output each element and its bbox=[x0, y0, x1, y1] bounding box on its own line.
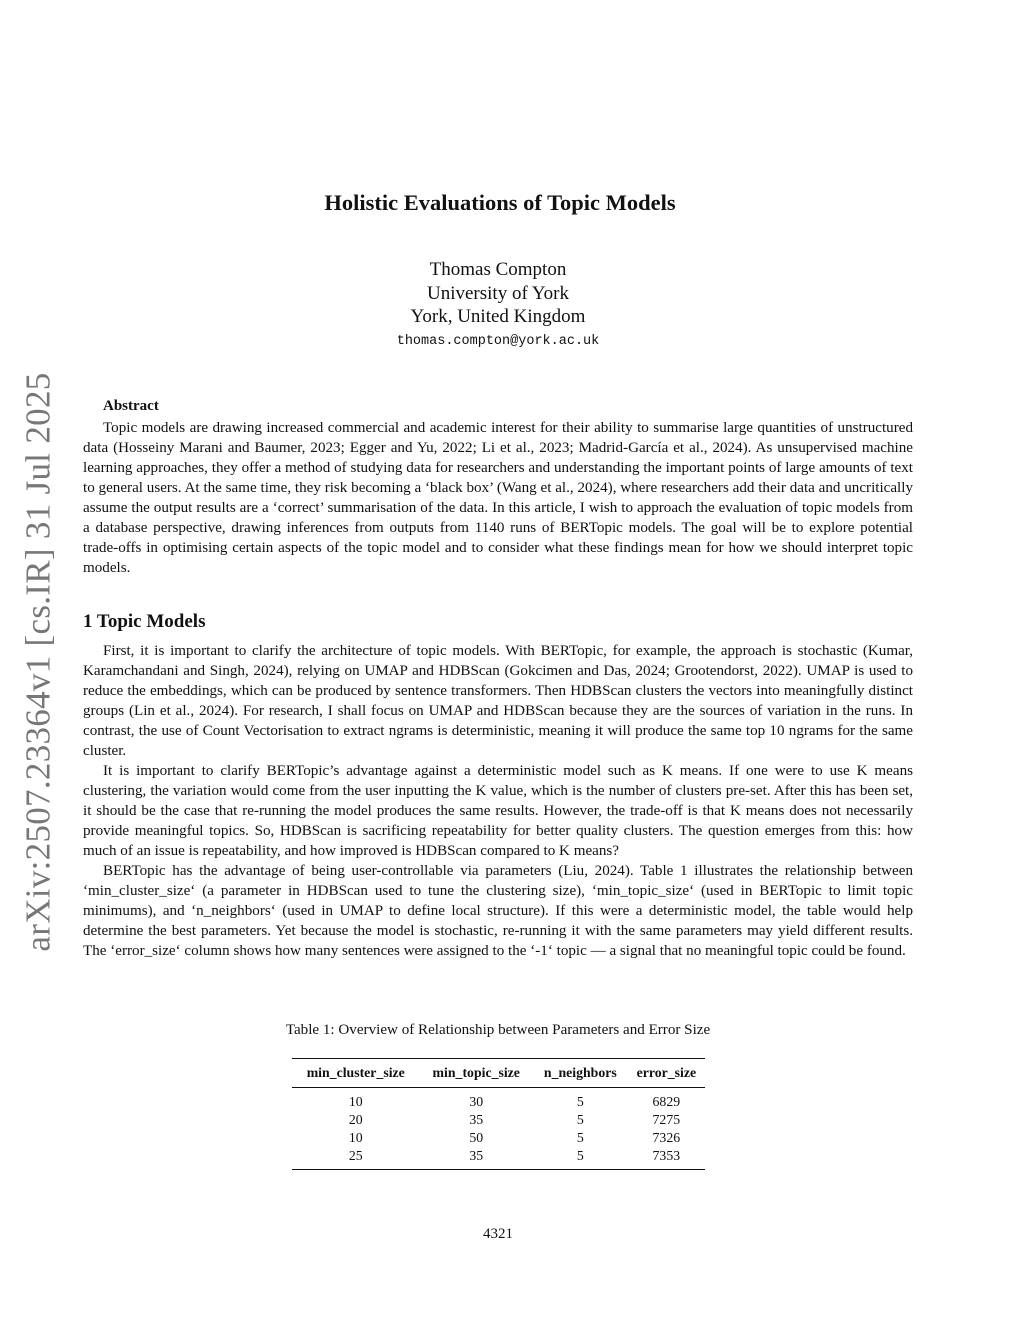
table-cell: 7275 bbox=[652, 1112, 681, 1127]
abstract-heading: Abstract bbox=[103, 398, 159, 414]
table-cell: 30 bbox=[469, 1094, 484, 1109]
table-cell: 5 bbox=[576, 1148, 584, 1163]
table-cell: 10 bbox=[348, 1130, 363, 1145]
arxiv-identifier: arXiv:2507.23364v1 [cs.IR] 31 Jul 2025 bbox=[19, 372, 58, 952]
paper-body bbox=[83, 396, 913, 961]
paper-title: Holistic Evaluations of Topic Models bbox=[324, 190, 676, 215]
author-location: York, United Kingdom bbox=[410, 306, 586, 327]
table-cell: 25 bbox=[348, 1148, 363, 1163]
author-name: Thomas Compton bbox=[429, 259, 567, 280]
table-cell: 5 bbox=[576, 1130, 584, 1145]
table-cell: 5 bbox=[576, 1112, 584, 1127]
table-cell: 10 bbox=[348, 1094, 363, 1109]
page-number: 4321 bbox=[483, 1226, 513, 1242]
table-cell: 20 bbox=[348, 1112, 363, 1127]
table-cell: 6829 bbox=[652, 1094, 681, 1109]
table-cell: 50 bbox=[469, 1130, 484, 1145]
table-cell: 35 bbox=[469, 1112, 484, 1127]
column-header: min_cluster_size bbox=[292, 1059, 419, 1088]
table-cell: 5 bbox=[576, 1094, 584, 1109]
table-cell: 7353 bbox=[652, 1148, 681, 1163]
section-heading: 1 Topic Models bbox=[83, 611, 206, 632]
table-row bbox=[292, 1129, 705, 1147]
abstract-text: Topic models are drawing increased commercial and academic interest for their ability to summarise large quantities of unstructured data (Hosseiny Marani and Baumer, 2023; Egger and Yu, 2022; Li et al., 2023; Madrid-García et al., 2024). As unsupervised machine learning approaches, they offer a method of studying data for researchers and understanding the important points of large amounts of text to general users. At the same time, they risk becoming a ‘black box’ (Wang et al., 2024), where researchers add their data and uncritically assume the output results are a ‘correct’ summarisation of the data. In this article, I wish to approach the evaluation of topic models from a database perspective, drawing inferences from outputs from 1140 runs of BERTopic models. The goal will be to explore potential trade-offs in optimising certain aspects of the topic model and to consider what these findings mean for how we should interpret topic models. bbox=[83, 420, 913, 576]
table-header-row bbox=[292, 1059, 705, 1088]
body-paragraph: BERTopic has the advantage of being user-controllable via parameters (Liu, 2024). Table 1 illustrates the relationship between ‘min_cluster_size‘ (a parameter in HDBScan used to tune the clustering size), ‘min_topic_size‘ (used in BERTopic to limit topic minimums), and ‘n_neighbors‘ (used in UMAP to define local structure). If this were a deterministic model, the table would help determine the best parameters. Yet because the model is stochastic, re-running it with the same parameters may yield different results. The ‘error_size‘ column shows how many sentences were assigned to the ‘-1‘ topic — a signal that no meaningful topic could be found. bbox=[83, 863, 913, 959]
table-row bbox=[292, 1111, 705, 1129]
column-header: n_neighbors bbox=[533, 1059, 628, 1088]
body-paragraph: It is important to clarify BERTopic’s advantage against a deterministic model such as K means. If one were to use K means clustering, the variation would come from the user inputting the K value, which is the number of clusters pre-set. After this has been set, it should be the case that re-running the model produces the same results. However, the trade-off is that K means does not necessarily provide meaningful topics. So, HDBScan is sacrificing repeatability for better quality clusters. The question emerges from this: how much of an issue is repeatability, and how improved is HDBScan compared to K means? bbox=[83, 763, 913, 859]
table-caption: Table 1: Overview of Relationship between Parameters and Error Size bbox=[285, 1022, 711, 1038]
table-row bbox=[292, 1088, 705, 1112]
table-row bbox=[292, 1147, 705, 1170]
parameters-table bbox=[292, 1058, 705, 1170]
author-block bbox=[0, 258, 996, 351]
column-header: error_size bbox=[628, 1059, 705, 1088]
column-header: min_topic_size bbox=[419, 1059, 533, 1088]
table-cell: 35 bbox=[469, 1148, 484, 1163]
body-paragraph: First, it is important to clarify the architecture of topic models. With BERTopic, for example, the approach is stochastic (Kumar, Karamchandani and Singh, 2024), relying on UMAP and HDBScan (Gokcimen and Das, 2024; Grootendorst, 2022). UMAP is used to reduce the embeddings, which can be produced by sentence transformers. Then HDBScan clusters the vectors into meaningfully distinct groups (Lin et al., 2024). For research, I shall focus on UMAP and HDBScan because they are the sources of variation in the runs. In contrast, the use of Count Vectorisation to extract ngrams is deterministic, meaning it will produce the same top 10 ngrams for the same cluster. bbox=[83, 643, 913, 759]
arxiv-side-stamp bbox=[10, 372, 68, 952]
table-cell: 7326 bbox=[652, 1130, 681, 1145]
author-email: thomas.compton@york.ac.uk bbox=[396, 333, 600, 349]
author-affiliation: University of York bbox=[427, 282, 569, 304]
